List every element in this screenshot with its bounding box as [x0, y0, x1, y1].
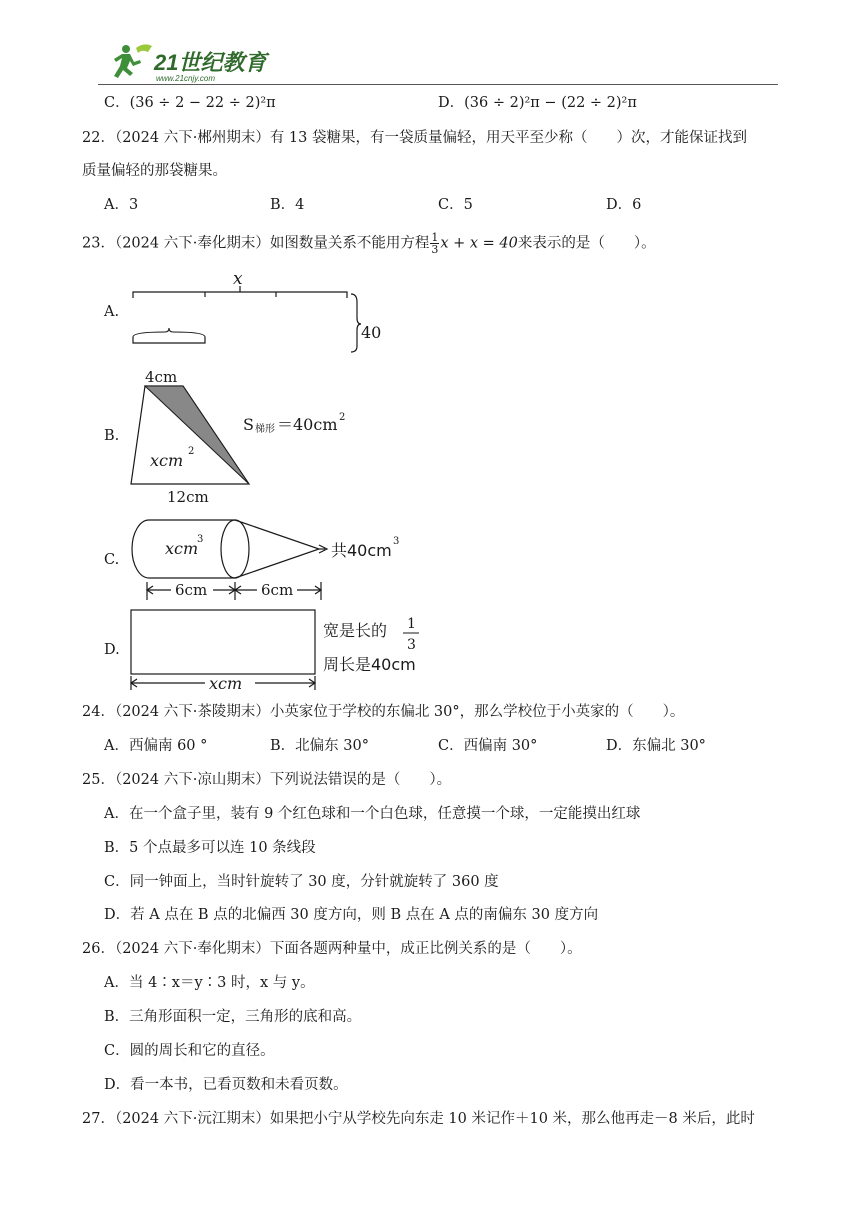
q23-stem [82, 232, 656, 255]
logo-text: 21世纪教育 [154, 50, 267, 75]
figc-len1: 6cm [175, 581, 208, 599]
q25-option-d: D．若 A 点在 B 点的北偏西 30 度方向，则 B 点在 A 点的南偏东 30 度方向 [104, 907, 599, 923]
figd-ratio-den: 3 [407, 637, 416, 653]
q22-option-a: A．3 [104, 197, 139, 213]
figb-area-sub: 梯形 [255, 424, 275, 435]
figd-ratio-num: 1 [407, 616, 416, 632]
q21-option-d: D．(36 ÷ 2)²π − (22 ÷ 2)²π [438, 95, 637, 111]
q25-stem: 25．（2024 六下·凉山期末）下列说法错误的是（ ）。 [82, 772, 452, 788]
q26-option-d: D．看一本书，已看页数和未看页数。 [104, 1077, 348, 1093]
q22-stem-line1: 22．（2024 六下·郴州期末）有 13 袋糖果，有一袋质量偏轻，用天平至少称（ ）次，才能保证找到 [82, 130, 747, 146]
q27-stem: 27．（2024 六下·沅江期末）如果把小宁从学校先向东走 10 米记作＋10 米，那么他再走－8 米后，此时 [82, 1111, 755, 1127]
q24-option-a: A．西偏南 60 ° [104, 738, 208, 754]
q23-figure-c [125, 514, 415, 606]
q23-option-d: D. [104, 642, 120, 658]
figb-area-sup: 2 [339, 412, 346, 423]
q23-option-c: C. [104, 552, 120, 568]
site-logo [100, 40, 280, 84]
q23-fraction: $\frac{1}{3}$ [431, 231, 439, 256]
q23-figure-b [125, 364, 365, 506]
q24-option-b: B．北偏东 30° [270, 738, 369, 754]
q22-option-b: B．4 [270, 197, 305, 213]
q22-stem-line2: 质量偏轻的那袋糖果。 [82, 163, 227, 179]
q25-option-a: A．在一个盒子里，装有 9 个红色球和一个白色球，任意摸一个球，一定能摸出红球 [104, 806, 641, 822]
figc-total-sup: 3 [393, 536, 400, 547]
q22-option-d: D．6 [606, 197, 642, 213]
figc-inner-label: xcm [165, 539, 199, 558]
figd-bottom-label: xcm [209, 674, 243, 693]
figa-total: 40 [361, 323, 382, 342]
logo-url: www.21cnjy.com [156, 74, 215, 83]
q22-option-c: C．5 [438, 197, 473, 213]
q25-option-c: C．同一钟面上，当时针旋转了 30 度，分针就旋转了 360 度 [104, 874, 499, 890]
figd-perimeter: 周长是40cm [323, 655, 416, 674]
svg-text:xcm [150, 451, 183, 470]
q24-option-d: D．东偏北 30° [606, 738, 706, 754]
figa-x-label: x [233, 269, 243, 289]
figb-inner-label: xcm [150, 451, 184, 470]
q23-option-b: B. [104, 428, 120, 444]
figc-inner-sup: 3 [197, 534, 204, 545]
q23-stem-post: 来表示的是（ ）。 [517, 235, 656, 252]
figb-area-value: ＝40cm [277, 415, 338, 434]
q21-option-c: C．(36 ÷ 2 − 22 ÷ 2)²π [104, 95, 276, 111]
q23-figure-a [125, 266, 395, 358]
figc-len2: 6cm [261, 581, 294, 599]
q26-option-c: C．圆的周长和它的直径。 [104, 1043, 275, 1059]
q26-stem: 26．（2024 六下·奉化期末）下面各题两种量中，成正比例关系的是（ ）。 [82, 941, 582, 957]
q23-stem-pre: 23．（2024 六下·奉化期末）如图数量关系不能用方程 [82, 235, 430, 252]
q23-equation: x + x = 40 [440, 235, 518, 252]
q26-option-a: A．当 4∶x＝y∶3 时，x 与 y。 [104, 975, 315, 991]
figd-ratio-pre: 宽是长的 [323, 621, 388, 640]
q24-stem: 24．（2024 六下·茶陵期末）小英家位于学校的东偏北 30°，那么学校位于小英家的（ ）。 [82, 704, 685, 720]
q23-option-a: A. [104, 304, 120, 320]
figb-top-label: 4cm [145, 368, 178, 386]
q24-option-c: C．西偏南 30° [438, 738, 538, 754]
figc-total: 共40cm [331, 541, 392, 560]
header-rule [98, 84, 778, 85]
figb-bottom-label: 12cm [167, 488, 209, 506]
q23-figure-d [125, 606, 435, 694]
figb-inner-sup: 2 [188, 446, 195, 457]
q26-option-b: B．三角形面积一定，三角形的底和高。 [104, 1009, 362, 1025]
q25-option-b: B．5 个点最多可以连 10 条线段 [104, 840, 316, 856]
figb-area-s: S [243, 415, 254, 434]
